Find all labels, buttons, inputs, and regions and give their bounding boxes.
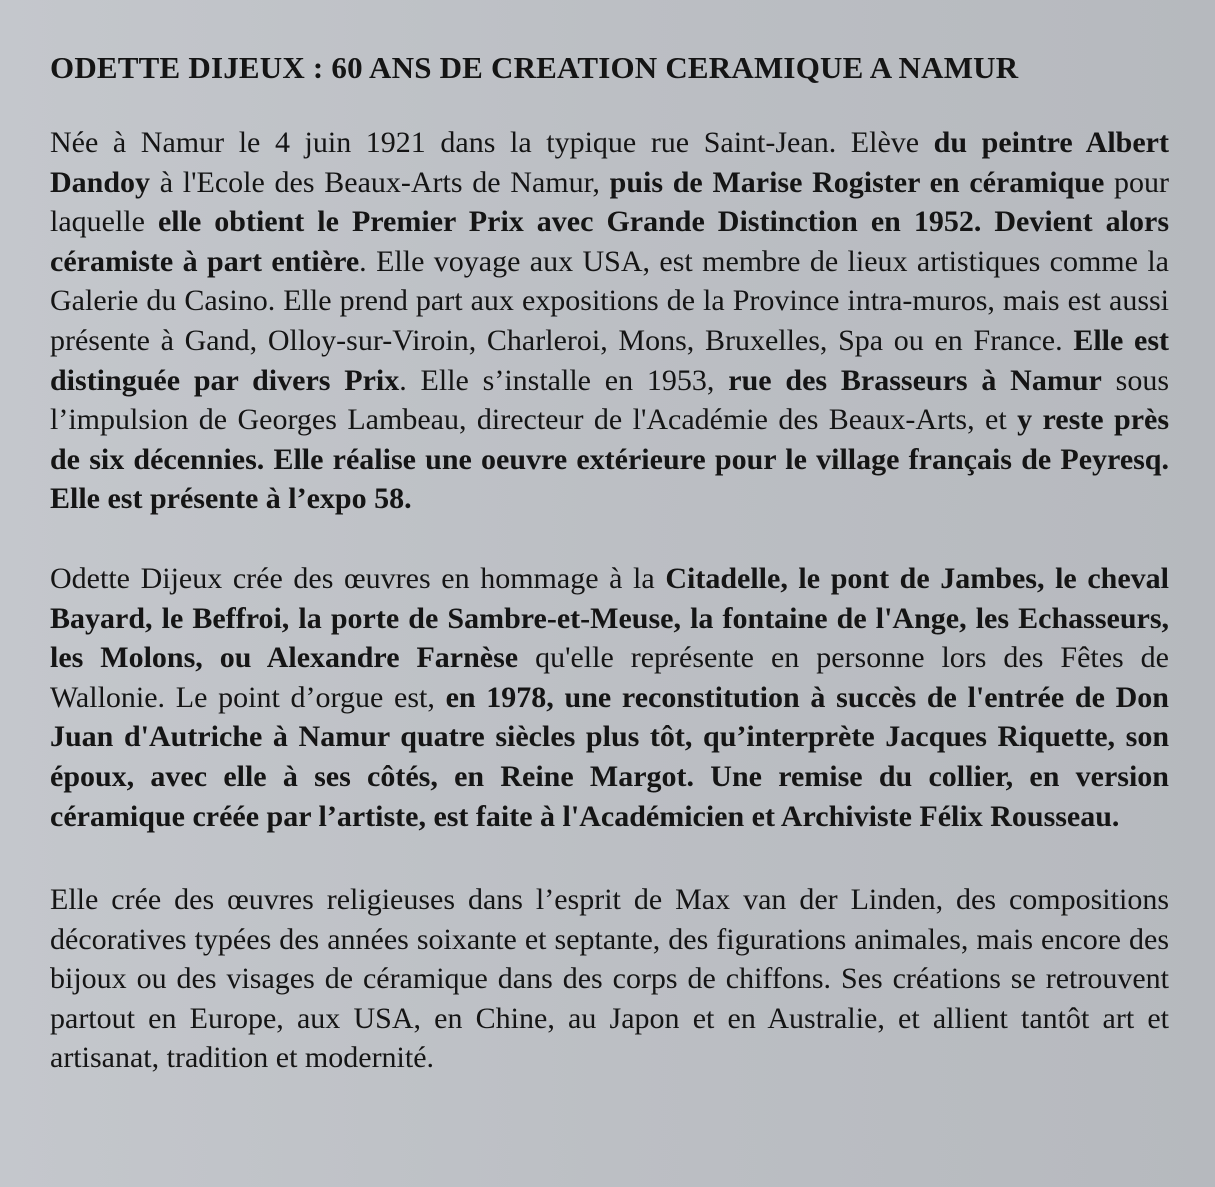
bold-segment: puis de Marise Rogister en céramique (609, 165, 1105, 199)
text-segment: Odette Dijeux crée des œuvres en hommage à la (50, 561, 666, 595)
paragraph-works (50, 880, 1169, 1078)
text-segment: qu'elle représente en personne lors des Fêtes de Wallonie. Le point d’orgue est, (50, 641, 1169, 714)
bold-segment: Elle est distinguée par divers Prix (50, 323, 1169, 397)
bold-segment: elle obtient le Premier Prix avec Grande Distinction en 1952. Devient alors céramiste à part entière (50, 205, 1169, 278)
bold-segment: rue des Brasseurs à Namur (728, 363, 1102, 397)
text-segment: . Elle s’installe en 1953, (399, 363, 729, 397)
bold-segment: du peintre Albert Dandoy (50, 126, 1169, 199)
paragraph-biography (50, 123, 1169, 519)
text-segment: sous l’impulsion de Georges Lambeau, directeur de l'Académie des Beaux-Arts, et (50, 363, 1170, 437)
text-segment: à l'Ecole des Beaux-Arts de Namur, (150, 165, 610, 199)
text-segment: pour laquelle (50, 165, 1169, 239)
bold-segment: Citadelle, le pont de Jambes, le cheval Bayard, le Beffroi, la porte de Sambre-et-Meuse, la fontaine de l'Ange, les Echasseurs, les Molons, ou Alexandre Farnèse (50, 561, 1170, 675)
bold-segment: en 1978, une reconstitution à succès de l'entrée de Don Juan d'Autriche à Namur quatre siècles plus tôt, qu’interprète Jacques Riquette, son époux, avec elle à ses côtés, en Reine Margot. Une remise du collier, en version céramique créée par l’artiste, est faite à l'Académicien et Archiviste Félix Rousseau. (50, 680, 1169, 833)
text-segment: Elle crée des œuvres religieuses dans l’esprit de Max van der Linden, des compositions décoratives typées des années soixante et septante, des figurations animales, mais encore des bijoux ou des visages de céramique dans des corps de chiffons. Ses créations se retrouvent partout en Europe, aux USA, en Chine, au Japon et en Australie, et allient tantôt art et artisanat, tradition et modernité. (50, 883, 1169, 1075)
bold-segment: y reste près de six décennies. Elle réalise une oeuvre extérieure pour le village français de Peyresq. Elle est présente à l’expo 58. (50, 403, 1169, 516)
text-segment: Née à Namur le 4 juin 1921 dans la typique rue Saint-Jean. Elève (50, 126, 934, 159)
text-segment: . Elle voyage aux USA, est membre de lieux artistiques comme la Galerie du Casino. Elle prend part aux expositions de la Province intra-muros, mais est aussi présente à Gand, Olloy-sur-Viroin, Charleroi, Mons, Bruxelles, Spa ou en France. (50, 244, 1169, 357)
document-title: ODETTE DIJEUX : 60 ANS DE CREATION CERAMIQUE A NAMUR (50, 50, 1019, 85)
paragraph-namur-tributes (50, 559, 1169, 836)
